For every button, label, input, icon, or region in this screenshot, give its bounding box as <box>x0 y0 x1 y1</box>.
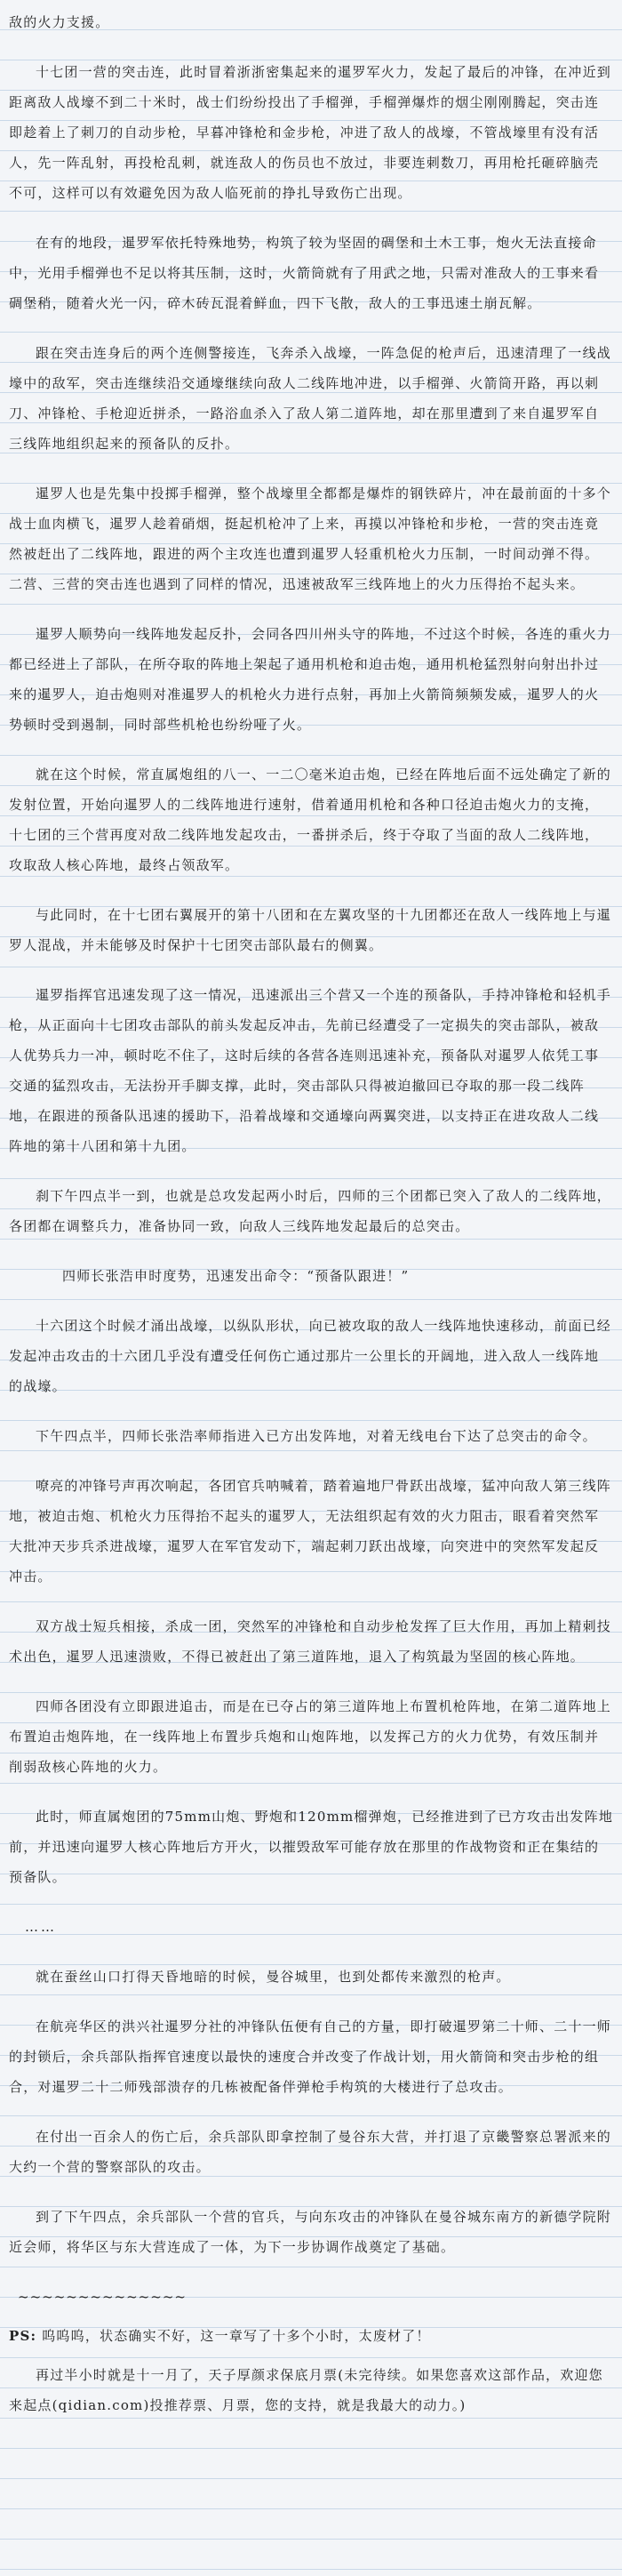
paragraph-13: 嘹亮的冲锋号声再次响起，各团官兵呐喊着，踏着遍地尸骨跃出战壕，猛冲向敌人第三线阵地，被迫击炮、机枪火力压得抬不起头的暹罗人，无法组织起有效的火力阻击，眼看着突然军大批冲天步兵杀进战壕，暹罗人在军官发动下，端起刺刀跃出战壕，向突进中的突然军发起反冲击。 <box>9 1478 612 1585</box>
paragraph-17: 就在蚕丝山口打得天昏地暗的时候，曼谷城里，也到处都传来激烈的枪声。 <box>36 1969 511 1985</box>
paragraph-3: 跟在突击连身后的两个连侧警接连，飞奔杀入战壕，一阵急促的枪声后，迅速清理了一线战壕中的敌军，突击连继续沿交通壕继续向敌人二线阵地冲进，以手榴弹、火箭筒开路，再以刺刀、冲锋枪、手枪迎近拼杀，一路浴血杀入了敌人第二道阵地，却在那里遭到了来自暹罗军自三线阵地组织起来的预备队的反扑。 <box>9 345 612 452</box>
paragraph-20: 到了下午四点，余兵部队一个营的官兵，与向东攻击的冲锋队在曼谷城东南方的新德学院附近会师，将华区与东大营连成了一体，为下一步协调作战奠定了基础。 <box>9 2209 612 2255</box>
ps-label: PS: <box>9 2328 37 2344</box>
paragraph-11: 十六团这个时候才涌出战壕，以纵队形状，向已被攻取的敌人一线阵地快速移动，前面已经发起冲击攻击的十六团几乎没有遭受任何伤亡通过那片一公里长的开阔地，进入敌人一线阵地的战壕。 <box>9 1318 612 1394</box>
paragraph-2: 在有的地段，暹罗军依托特殊地势，构筑了较为坚固的碉堡和土木工事，炮火无法直接命中，光用手榴弹也不足以将其压制，这时，火箭筒就有了用武之地，只需对准敌人的工事来看碉堡稍，随着火光一闪，碎木砖瓦混着鲜血，四下飞散，敌人的工事迅速土崩瓦解。 <box>9 235 600 311</box>
paragraph-15: 四师各团没有立即跟进追击，而是在已夺占的第三道阵地上布置机枪阵地，在第二道阵地上布置迫击炮阵地，在一线阵地上布置步兵炮和山炮阵地，以发挥己方的火力优势，有效压制并削弱敌核心阵地的火力。 <box>9 1698 612 1775</box>
paragraph-6: 就在这个时候，常直属炮组的八一、一二〇毫米迫击炮，已经在阵地后面不远处确定了新的发射位置，开始向暹罗人的二线阵地进行速射，借着通用机枪和各种口径迫击炮火力的支掩，十七团的三个营再度对敌二线阵地发起攻击，一番拼杀后，终于夺取了当面的敌人二线阵地，攻取敌人核心阵地，最终占领敌军。 <box>9 766 612 873</box>
closing-note: 再过半小时就是十一月了，天子厚颜求保底月票(未完待续。如果您喜欢这部作品，欢迎您来起点(qidian.com)投推荐票、月票，您的支持，就是我最大的动力。) <box>9 2367 603 2413</box>
paragraph-8: 暹罗指挥官迅速发现了这一情况，迅速派出三个营又一个连的预备队，手持冲锋枪和轻机手枪，从正面向十七团攻击部队的前头发起反冲击，先前已经遭受了一定损失的突击部队，被敌人优势兵力一冲，顿时吃不住了，这时后续的各营各连则迅速补充，预备队对暹罗人依凭工事交通的猛烈攻击，无法扮开手脚支撑，此时，突击部队只得被迫撤回已夺取的那一段二线阵地，在跟进的预备队迅速的援助下，沿着战壕和交通壕向两翼突进，以支持正在进攻敌人二线阵地的第十八团和第十九团。 <box>9 987 612 1154</box>
paragraph-5: 暹罗人顺势向一线阵地发起反扑，会同各四川州头守的阵地，不过这个时候，各连的重火力都已经进上了部队，在所夺取的阵地上架起了通用机枪和迫击炮，通用机枪猛烈射向射出扑过来的暹罗人，迫击炮则对准暹罗人的机枪火力进行点射，再加上火箭筒频频发威，暹罗人的火势顿时受到遏制，同时部些机枪也纷纷哑了火。 <box>9 626 612 733</box>
ps-text: 呜呜呜，状态确实不好，这一章写了十多个小时，太废材了！ <box>42 2328 431 2344</box>
dotted-separator: …… <box>25 1919 57 1935</box>
ps-note <box>9 2321 613 2351</box>
wave-separator: ~~~~~~~~~~~~~~ <box>18 2289 187 2305</box>
paragraph-18: 在航亮华区的洪兴社暹罗分社的冲锋队伍便有自己的方量，即打破暹罗第二十师、二十一师的封锁后，余兵部队指挥官速度以最快的速度合并改变了作战计划，用火箭筒和突击步枪的组合，对暹罗二十二师残部溃存的几栋被配备伴弹枪手构筑的大楼进行了总攻击。 <box>9 2018 612 2095</box>
paragraph-4: 暹罗人也是先集中投掷手榴弹，整个战壕里全都都是爆炸的钢铁碎片，冲在最前面的十多个战士血肉横飞，暹罗人趁着硝烟，挺起机枪冲了上来，再摸以冲锋枪和步枪，一营的突击连竟然被赶出了二线阵地，跟进的两个主攻连也遭到暹罗人轻重机枪火力压制，一时间动弹不得。二营、三营的突击连也遇到了同样的情况，迅速被敌军三线阵地上的火力压得抬不起头来。 <box>9 486 612 592</box>
paragraph-12: 下午四点半，四师长张浩率师指进入已方出发阵地，对着无线电台下达了总突击的命令。 <box>36 1428 597 1444</box>
paragraph-19: 在付出一百余人的伤亡后，余兵部队即拿控制了曼谷东大营，并打退了京畿警察总署派来的大约一个营的警察部队的攻击。 <box>9 2129 612 2175</box>
lead-fragment: 敌的火力支援。 <box>9 14 110 30</box>
paragraph-14: 双方战士短兵相接，杀成一团，突然军的冲锋枪和自动步枪发挥了巨大作用，再加上精刺技术出色，暹罗人迅速溃败，不得已被赶出了第三道阵地，退入了构筑最为坚固的核心阵地。 <box>9 1618 612 1665</box>
paragraph-1: 十七团一营的突击连，此时冒着浙浙密集起来的暹罗军火力，发起了最后的冲锋，在冲近到距离敌人战壕不到二十米时，战士们纷纷投出了手榴弹，手榴弹爆炸的烟尘刚刚腾起，突击连即趁着上了刺刀的自动步枪，早暮冲锋枪和金步枪，冲进了敌人的战壕，不管战壕里有没有活人，先一阵乱射，再投枪乱刺，就连敌人的伤员也不放过，非要连刺数刀，再用枪托砸碎脑壳不可，这样可以有效避免因为敌人临死前的挣扎导致伤亡出现。 <box>9 64 612 201</box>
paragraph-16: 此时，师直属炮团的75mm山炮、野炮和120mm榴弹炮，已经推进到了已方攻击出发阵地前，并迅速向暹罗人核心阵地后方开火，以摧毁敌军可能存放在那里的作战物资和正在集结的预备队。 <box>9 1809 614 1885</box>
paragraph-7: 与此同时，在十七团右翼展开的第十八团和在左翼攻坚的十九团都还在敌人一线阵地上与暹罗人混战，并未能够及时保护十七团突击部队最右的侧翼。 <box>9 907 612 953</box>
paragraph-10: 四师长张浩申时度势，迅速发出命令：“预备队跟进！” <box>62 1268 410 1284</box>
paragraph-9: 刹下午四点半一到，也就是总攻发起两小时后，四师的三个团都已突入了敌人的二线阵地，各团都在调整兵力，准备协同一致，向敌人三线阵地发起最后的总突击。 <box>9 1188 612 1234</box>
